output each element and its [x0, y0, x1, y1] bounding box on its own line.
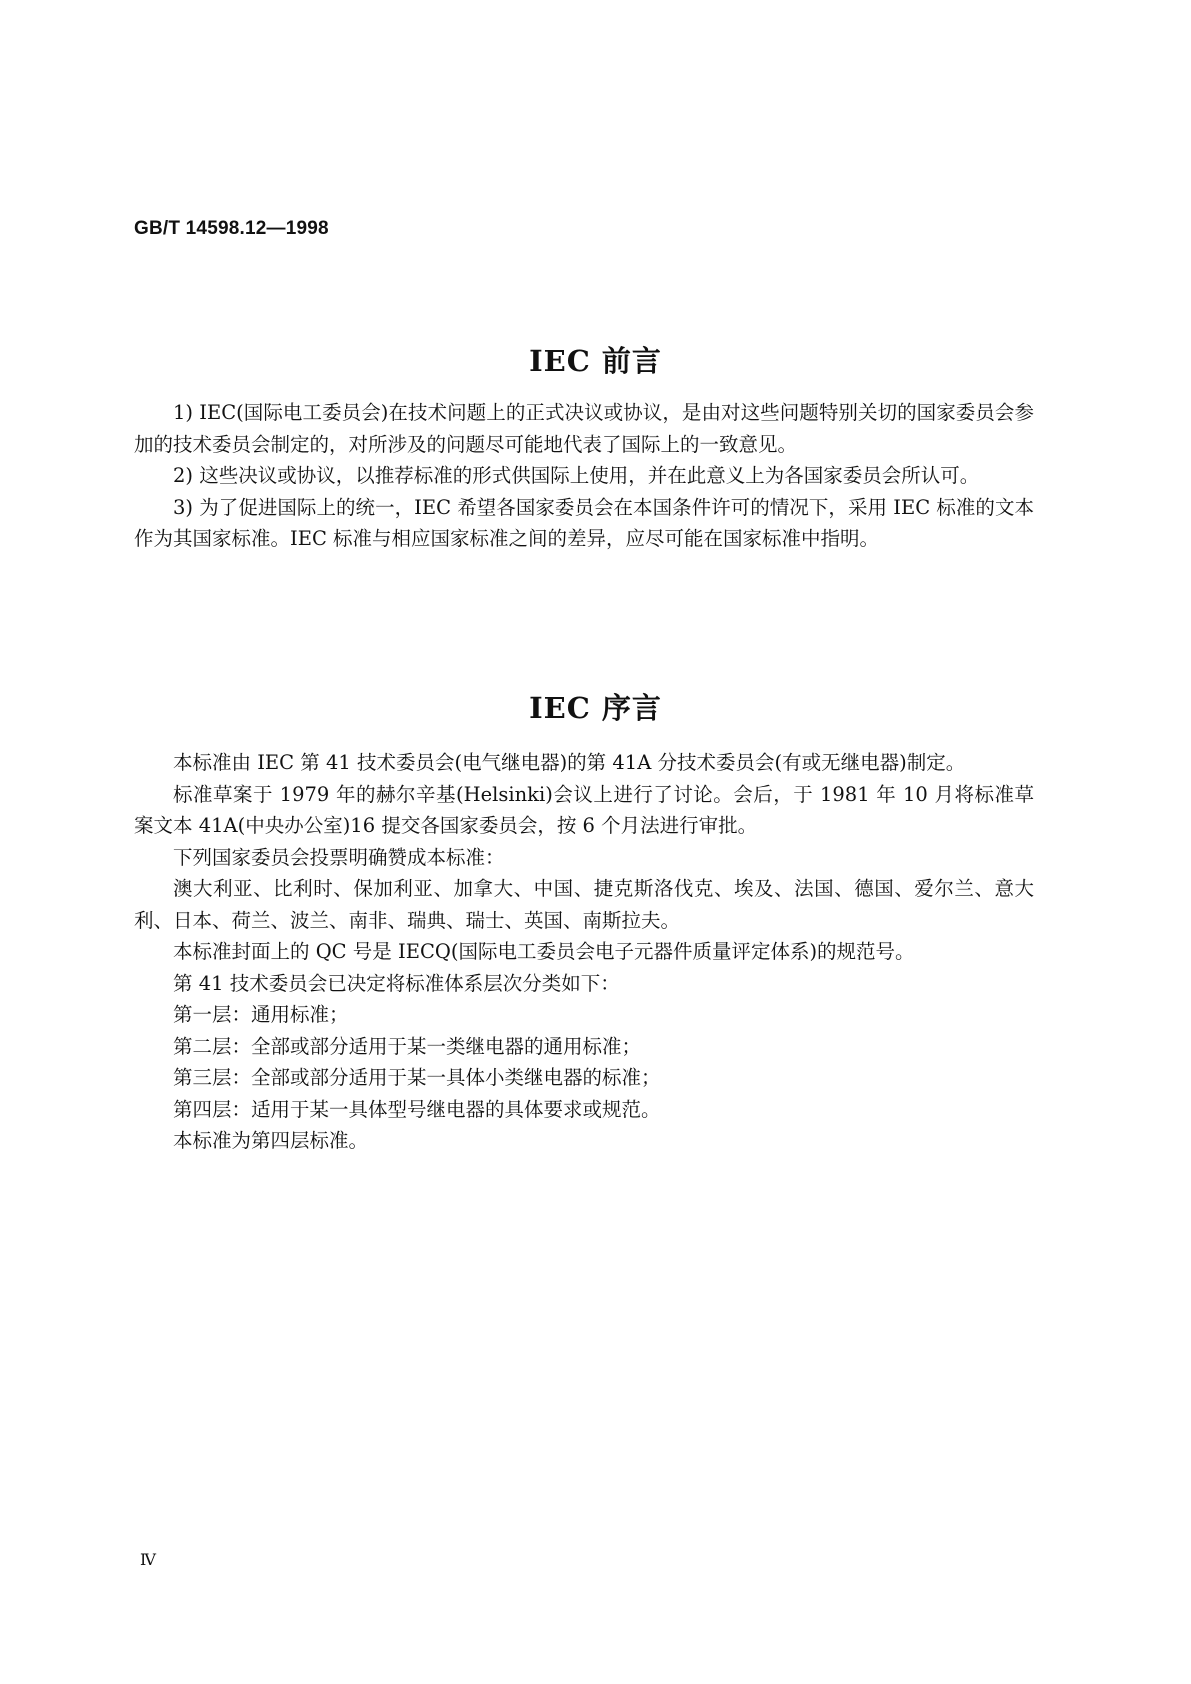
- preface-paragraph-5: 本标准封面上的 QC 号是 IECQ(国际电工委员会电子元器件质量评定体系)的规范号。: [173, 940, 915, 963]
- preface-level-2: 第二层：全部或部分适用于某一类继电器的通用标准；: [173, 1034, 642, 1058]
- preface-paragraph-1: 本标准由 IEC 第 41 技术委员会(电气继电器)的第 41A 分技术委员会(有或无继电器)制定。: [173, 751, 966, 774]
- preface-paragraph-last: 本标准为第四层标准。: [173, 1129, 369, 1152]
- iec-preface-body: [134, 747, 1034, 1157]
- foreword-paragraph-2: 2) 这些决议或协议，以推荐标准的形式供国际上使用，并在此意义上为各国家委员会所认可。: [173, 464, 980, 487]
- iec-foreword-body: [134, 397, 1034, 555]
- preface-paragraph-6: 第 41 技术委员会已决定将标准体系层次分类如下：: [173, 971, 620, 995]
- preface-level-3: 第三层：全部或部分适用于某一具体小类继电器的标准；: [173, 1066, 661, 1089]
- foreword-paragraph-1: 1) IEC(国际电工委员会)在技术问题上的正式决议或协议，是由对这些问题特别关切的国家委员会参加的技术委员会制定的，对所涉及的问题尽可能地代表了国际上的一致意见。: [134, 401, 1034, 456]
- iec-foreword-title: IEC 前言: [529, 344, 662, 378]
- foreword-paragraph-3: 3) 为了促进国际上的统一，IEC 希望各国家委员会在本国条件许可的情况下，采用 IEC 标准的文本作为其国家标准。IEC 标准与相应国家标准之间的差异，应尽可能在国家标准中指明。: [134, 495, 1034, 550]
- page-number: Ⅳ: [140, 1550, 156, 1569]
- preface-level-1: 第一层：通用标准；: [173, 1003, 349, 1026]
- iec-preface-title: IEC 序言: [529, 691, 662, 725]
- preface-level-4: 第四层：适用于某一具体型号继电器的具体要求或规范。: [173, 1097, 661, 1121]
- preface-paragraph-3: 下列国家委员会投票明确赞成本标准：: [173, 845, 505, 869]
- preface-paragraph-4: 澳大利亚、比利时、保加利亚、加拿大、中国、捷克斯洛伐克、埃及、法国、德国、爱尔兰、意大利、日本、荷兰、波兰、南非、瑞典、瑞士、英国、南斯拉夫。: [134, 877, 1034, 932]
- preface-paragraph-2: 标准草案于 1979 年的赫尔辛基(Helsinki)会议上进行了讨论。会后，于 1981 年 10 月将标准草案文本 41A(中央办公室)16 提交各国家委员会，按 6 个月法进行审批。: [134, 782, 1034, 837]
- standard-number: GB/T 14598.12—1998: [134, 218, 329, 239]
